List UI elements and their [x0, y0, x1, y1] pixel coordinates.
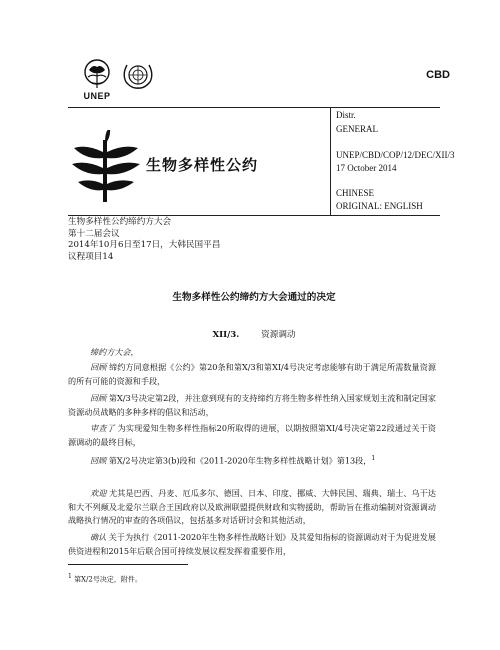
cbd-plant-icon: [72, 130, 140, 202]
decision-subject: 资源调动: [261, 330, 296, 340]
paragraph-5-text: 尤其是巴西、丹麦、厄瓜多尔、德国、日本、印度、挪威、大韩民国、瑞典、瑞士、乌干达和大不列颠及北爱尔兰联合王国政府以及欧洲联盟提供财政和实物援助，帮助旨在推动编制对资源调动战略执行情况的审查的各项倡议，包括基多对话研讨会和其他活动，: [68, 488, 436, 526]
header-bottom-rule: [68, 215, 440, 216]
footnote: [68, 573, 142, 584]
agenda-item: 议程项目14: [68, 251, 114, 262]
paragraph-3-lead: 审查了: [90, 423, 115, 433]
meeting-info: [68, 217, 220, 263]
cbd-logo: [72, 130, 140, 206]
paragraph-4-text: 第X/2号决定第3(b)段和《2011-2020年生物多样性战略计划》第13段，: [108, 455, 372, 466]
unep-label: UNEP: [83, 91, 111, 101]
meeting-body: 生物多样性公约缔约方大会: [68, 217, 172, 227]
meeting-session: 第十二届会议: [68, 228, 120, 239]
preamble-intro: [68, 346, 436, 360]
paragraph-1-lead: 回顾: [90, 362, 107, 372]
footnote-rule: [68, 564, 188, 565]
paragraph-2: [68, 392, 436, 419]
meeting-dates: 2014年10月6日至17日，大韩民国平昌: [68, 240, 221, 250]
document-date: 17 October 2014: [336, 163, 397, 173]
paragraph-5-lead: 欢迎: [90, 488, 107, 498]
distr-label: Distr.: [336, 110, 356, 120]
paragraph-3-text: 为实现爱知生物多样性指标20所取得的进展，以期按照第XI/4号决定第22段通过关于资源调动的最终目标，: [68, 423, 436, 447]
paragraph-4-lead: 回顾: [90, 455, 107, 466]
convention-title: 生物多样性公约: [146, 156, 259, 174]
header-top-rule: [68, 107, 440, 108]
paragraph-6-text: 关于为执行《2011-2020年生物多样性战略计划》及其爱知指标的资源调动对于为促进发展供资进程和2015年后联合国可持续发展议程发挥着重要作用，: [68, 532, 436, 556]
paragraph-2-lead: 回顾: [90, 393, 107, 403]
paragraph-2-text: 第X/3号决定第2段，并注意到现有的支持缔约方将生物多样性纳入国家规划主流和制定国家资源动员战略的多种多样的倡议和活动，: [68, 393, 436, 417]
paragraph-4: [68, 452, 436, 468]
un-emblem-icon: [118, 58, 158, 96]
paragraph-6-lead: 确认: [90, 532, 107, 542]
distribution-value: GENERAL: [336, 124, 378, 134]
paragraph-5: [68, 487, 436, 528]
header-divider: [330, 108, 331, 216]
decision-number: XII/3.: [212, 330, 240, 340]
cbd-tag: CBD: [426, 69, 450, 81]
paragraph-3: [68, 422, 436, 449]
original-language: ORIGINAL: ENGLISH: [336, 201, 423, 211]
paragraph-6: [68, 531, 436, 558]
decision-heading: 生物多样性公约缔约方大会通过的决定: [172, 292, 336, 303]
intro-text: 缔约方大会，: [90, 347, 139, 357]
paragraph-1: [68, 361, 436, 388]
footnote-text: 第X/2号决定，附件。: [74, 575, 142, 584]
footnote-mark: 1: [68, 573, 72, 580]
unep-logo: [72, 58, 122, 101]
document-language: CHINESE: [336, 188, 374, 198]
footnote-ref: 1: [371, 455, 376, 462]
decision-subheading: [68, 328, 440, 340]
unep-emblem-icon: [80, 58, 114, 90]
un-logo: [118, 58, 158, 100]
paragraph-1-text: 缔约方同意根据《公约》第20条和第X/3和第XI/4号决定考虑能够有助于满足所需数量资源的所有可能的资源和手段，: [68, 362, 436, 386]
document-symbol: UNEP/CBD/COP/12/DEC/XII/3: [336, 150, 455, 160]
